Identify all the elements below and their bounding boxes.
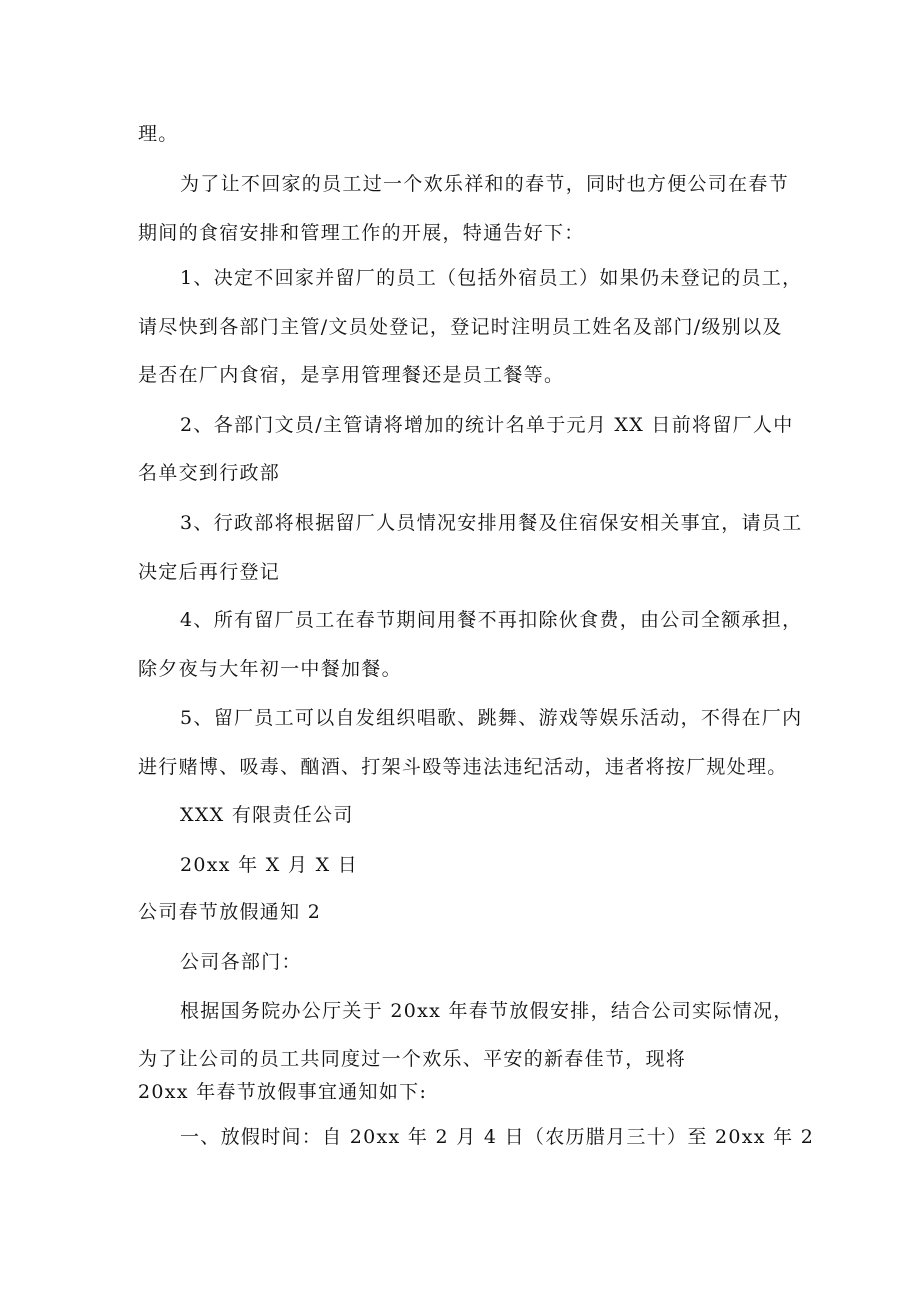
text-line: 3、行政部将根据留厂人员情况安排用餐及住宿保安相关事宜，请员工: [180, 512, 803, 534]
text-line: 4、所有留厂员工在春节期间用餐不再扣除伙食费，由公司全额承担，: [180, 609, 803, 631]
text-line: 一、放假时间：自 20xx 年 2 月 4 日（农历腊月三十）至 20xx 年 2: [180, 1126, 815, 1148]
text-line: 名单交到行政部: [138, 462, 281, 484]
salutation: 公司各部门：: [180, 951, 302, 973]
text-line: 5、留厂员工可以自发组织唱歌、跳舞、游戏等娱乐活动，不得在厂内: [180, 707, 803, 729]
text-line: 理。: [138, 123, 179, 145]
text-line: 20xx 年春节放假事宜通知如下:: [138, 1081, 428, 1103]
text-line: 除夕夜与大年初一中餐加餐。: [138, 658, 402, 680]
text-line: 是否在厂内食宿，是享用管理餐还是员工餐等。: [138, 364, 565, 386]
text-line: 根据国务院办公厅关于 20xx 年春节放假安排，结合公司实际情况，: [180, 1000, 794, 1022]
text-line: 决定后再行登记: [138, 561, 281, 583]
company-name: XXX 有限责任公司: [180, 804, 354, 826]
text-line: 为了让不回家的员工过一个欢乐祥和的春节，同时也方便公司在春节: [180, 173, 790, 195]
text-line: 为了让公司的员工共同度过一个欢乐、平安的新春佳节，现将: [138, 1048, 687, 1070]
text-line: 进行赌博、吸毒、酗酒、打架斗殴等违法违纪活动，违者将按厂规处理。: [138, 756, 788, 778]
section-title: 公司春节放假通知 2: [138, 901, 322, 923]
text-line: 期间的食宿安排和管理工作的开展，特通告好下：: [138, 222, 585, 244]
text-line: 1、决定不回家并留厂的员工（包括外宿员工）如果仍未登记的员工，: [180, 267, 803, 289]
text-line: 请尽快到各部门主管/文员处登记，登记时注明员工姓名及部门/级别以及: [138, 316, 783, 338]
text-line: 2、各部门文员/主管请将增加的统计名单于元月 XX 日前将留厂人中: [180, 414, 794, 436]
document-date: 20xx 年 X 月 X 日: [180, 854, 359, 876]
